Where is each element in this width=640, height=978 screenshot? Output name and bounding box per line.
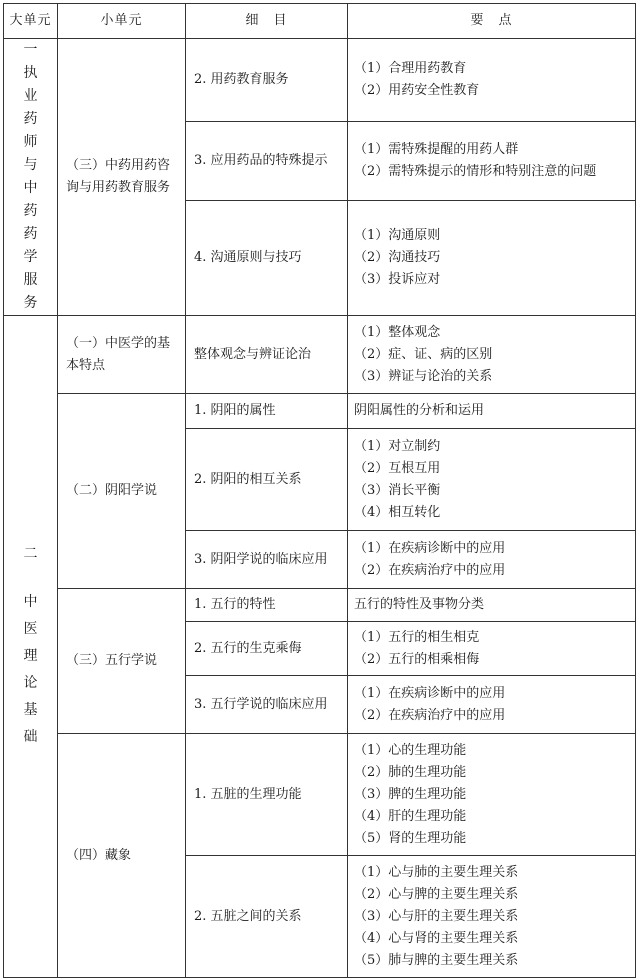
detail-cell: 4. 沟通原则与技巧 <box>186 201 348 316</box>
header-detail: 细 目 <box>186 4 348 39</box>
point-item: （2）五行的相乘相侮 <box>354 651 480 667</box>
point-item: （2）沟通技巧 <box>354 250 441 266</box>
header-minor-unit: 小单元 <box>58 4 186 39</box>
points-cell <box>348 201 636 316</box>
minor-unit-cell: （三）五行学说 <box>58 589 186 734</box>
points-cell <box>348 531 636 589</box>
points-cell <box>348 622 636 676</box>
point-item: （1）在疾病诊断中的应用 <box>354 685 506 701</box>
points-cell <box>348 429 636 531</box>
table-row <box>4 39 636 122</box>
minor-unit-cell: （三）中药用药咨询与用药教育服务 <box>58 39 186 316</box>
point-item: （2）在疾病治疗中的应用 <box>354 562 506 578</box>
point-item: （1）五行的相生相克 <box>354 629 480 645</box>
points-cell <box>348 316 636 394</box>
detail-cell: 3. 五行学说的临床应用 <box>186 676 348 734</box>
points-cell <box>348 856 636 978</box>
header-row <box>4 4 636 39</box>
major-unit-number: 二 <box>23 545 38 562</box>
point-item: （2）在疾病治疗中的应用 <box>354 707 506 723</box>
header-major-unit: 大单元 <box>4 4 58 39</box>
minor-unit-cell: （一）中医学的基本特点 <box>58 316 186 394</box>
point-item: （2）心与脾的主要生理关系 <box>354 886 519 902</box>
minor-unit-cell: （四）藏象 <box>58 734 186 978</box>
point-item: （1）合理用药教育 <box>354 60 467 76</box>
detail-cell: 3. 应用药品的特殊提示 <box>186 121 348 200</box>
point-item: （2）用药安全性教育 <box>354 82 480 98</box>
point-item: 五行的特性及事物分类 <box>354 597 485 612</box>
minor-unit-cell: （二）阴阳学说 <box>58 394 186 589</box>
points-cell <box>348 589 636 622</box>
point-item: （5）肾的生理功能 <box>354 830 467 846</box>
point-item: 阴阳属性的分析和运用 <box>354 403 485 418</box>
table-row <box>4 734 636 856</box>
major-unit-2 <box>4 316 58 978</box>
table-row <box>4 394 636 429</box>
point-item: （1）沟通原则 <box>354 228 441 244</box>
point-item: （1）在疾病诊断中的应用 <box>354 540 506 556</box>
major-unit-label <box>23 39 38 315</box>
syllabus-table-container <box>3 3 635 968</box>
point-item: （4）心与肾的主要生理关系 <box>354 930 519 946</box>
point-item: （1）整体观念 <box>354 324 441 340</box>
point-item: （2）需特殊提示的情形和特别注意的问题 <box>354 164 597 179</box>
point-item: （1）心与肺的主要生理关系 <box>354 864 519 880</box>
point-item: （3）投诉应对 <box>354 272 441 288</box>
point-item: （3）心与肝的主要生理关系 <box>354 908 519 924</box>
detail-cell: 2. 五行的生克乘侮 <box>186 622 348 676</box>
detail-cell: 1. 五行的特性 <box>186 589 348 622</box>
point-item: （2）症、证、病的区别 <box>354 346 493 362</box>
point-item: （5）肺与脾的主要生理关系 <box>354 952 519 968</box>
detail-cell: 整体观念与辨证论治 <box>186 316 348 394</box>
point-item: （3）辨证与论治的关系 <box>354 368 493 384</box>
points-cell <box>348 39 636 122</box>
point-item: （1）对立制约 <box>354 438 441 454</box>
point-item: （3）脾的生理功能 <box>354 786 467 802</box>
major-unit-label <box>23 543 38 751</box>
major-unit-title: 执业药师与中药药学服务 <box>23 65 38 311</box>
points-cell <box>348 394 636 429</box>
major-unit-1 <box>4 39 58 316</box>
detail-cell: 1. 阴阳的属性 <box>186 394 348 429</box>
point-item: （4）相互转化 <box>354 504 441 520</box>
syllabus-table <box>3 3 636 978</box>
major-unit-number: 一 <box>23 42 38 58</box>
points-cell <box>348 676 636 734</box>
points-cell <box>348 734 636 856</box>
detail-cell: 3. 阴阳学说的临床应用 <box>186 531 348 589</box>
header-points: 要 点 <box>348 4 636 39</box>
detail-cell: 1. 五脏的生理功能 <box>186 734 348 856</box>
point-item: （3）消长平衡 <box>354 482 441 498</box>
point-item: （2）肺的生理功能 <box>354 764 467 780</box>
detail-cell: 2. 阴阳的相互关系 <box>186 429 348 531</box>
point-item: （1）需特殊提醒的用药人群 <box>354 142 519 157</box>
detail-cell: 2. 五脏之间的关系 <box>186 856 348 978</box>
table-row <box>4 589 636 622</box>
point-item: （2）互根互用 <box>354 460 441 476</box>
points-cell <box>348 121 636 200</box>
major-unit-title: 中医理论基础 <box>23 593 38 745</box>
detail-cell: 2. 用药教育服务 <box>186 39 348 122</box>
point-item: （1）心的生理功能 <box>354 742 467 758</box>
point-item: （4）肝的生理功能 <box>354 808 467 824</box>
table-row <box>4 316 636 394</box>
